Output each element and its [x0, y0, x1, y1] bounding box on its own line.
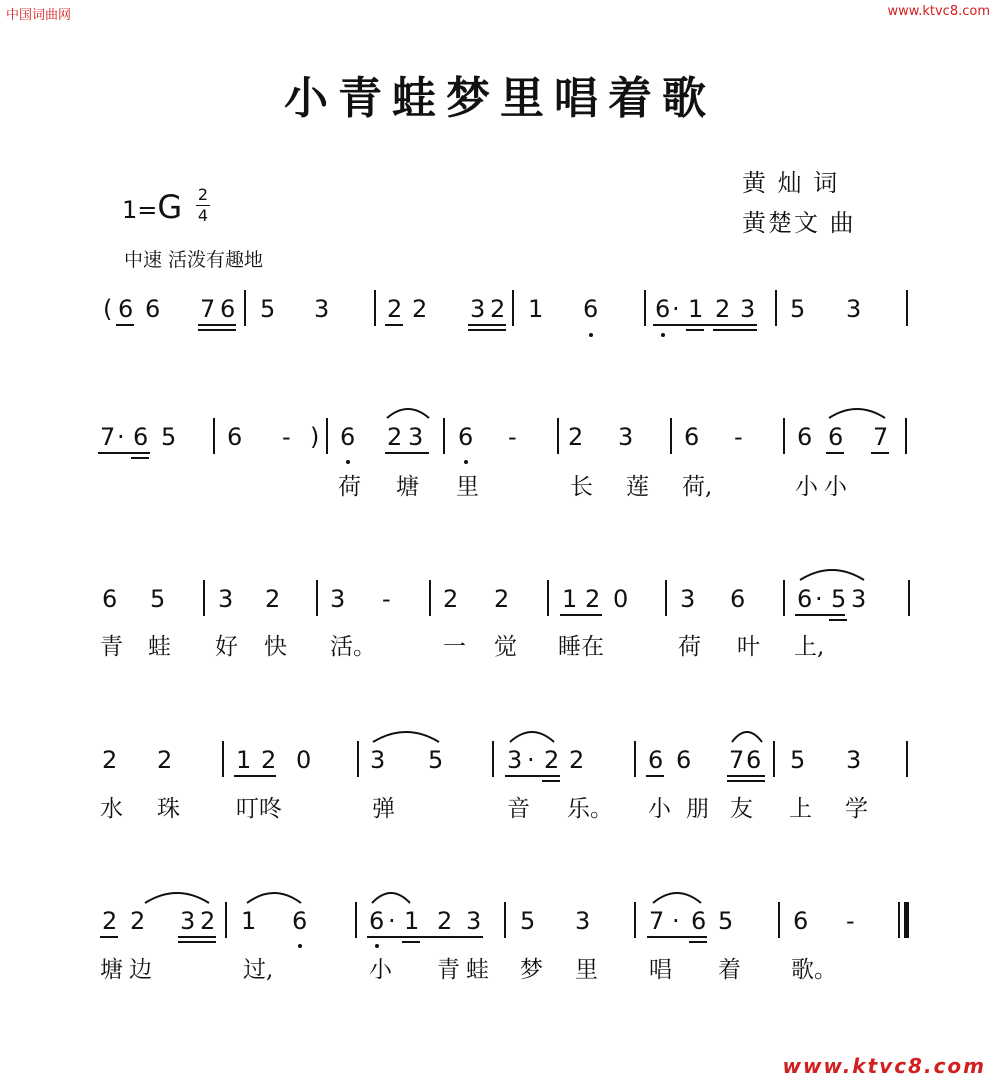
lyric: 小	[648, 796, 671, 822]
sixteenth-underline	[713, 329, 757, 331]
lyric: 弹	[372, 796, 395, 822]
note: 6	[797, 423, 813, 451]
note: 5	[150, 585, 166, 613]
eighth-underline	[98, 452, 150, 454]
note: 6	[648, 746, 664, 774]
bar-line	[504, 902, 506, 938]
note: 1	[562, 585, 578, 613]
bar-line	[357, 741, 359, 777]
bar-line	[492, 741, 494, 777]
note: 3	[466, 907, 482, 935]
lyric: 水	[100, 796, 123, 822]
note: 5	[790, 295, 806, 323]
note: 6	[458, 423, 474, 451]
final-bar-thin	[898, 902, 900, 938]
note: 1	[528, 295, 544, 323]
rest-dash: -	[846, 907, 855, 935]
low-octave-dot	[464, 460, 468, 464]
bar-line	[203, 580, 205, 616]
bar-line	[547, 580, 549, 616]
dot-augmentation: ·	[388, 907, 396, 935]
eighth-underline	[647, 936, 707, 938]
lyric: 蛙	[148, 634, 171, 660]
low-octave-dot	[346, 460, 350, 464]
note: 3	[330, 585, 346, 613]
note: 3	[218, 585, 234, 613]
dot-augmentation: ·	[815, 585, 823, 613]
note: 3	[618, 423, 634, 451]
lyric: 歌。	[791, 957, 837, 983]
note: 2	[544, 746, 560, 774]
lyric: 上	[789, 796, 812, 822]
note: 3	[180, 907, 196, 935]
note: 6	[292, 907, 308, 935]
eighth-underline	[116, 324, 134, 326]
bar-line	[670, 418, 672, 454]
note: 5	[718, 907, 734, 935]
lyric: 珠	[157, 796, 180, 822]
note: 2	[102, 907, 118, 935]
note: 2	[130, 907, 146, 935]
lyric: 塘	[396, 474, 419, 500]
note: 2	[569, 746, 585, 774]
bar-line	[908, 580, 910, 616]
note: 7	[649, 907, 665, 935]
lyric: 里	[575, 957, 598, 983]
note: 3	[575, 907, 591, 935]
note: 1	[236, 746, 252, 774]
bar-line	[244, 290, 246, 326]
composer-credit: 黄楚文 曲	[742, 209, 856, 237]
lyric: 觉	[494, 634, 517, 660]
note: 6	[828, 423, 844, 451]
note: 5	[260, 295, 276, 323]
bar-line	[316, 580, 318, 616]
lyric: 快	[264, 634, 287, 660]
eighth-underline	[178, 936, 216, 938]
sixteenth-underline	[178, 941, 216, 943]
note: 2	[261, 746, 277, 774]
note: 6	[655, 295, 671, 323]
lyric: 荷	[678, 634, 701, 660]
note: 0	[296, 746, 312, 774]
bar-line	[429, 580, 431, 616]
bar-line	[557, 418, 559, 454]
note: 2	[157, 746, 173, 774]
lyric: 长	[570, 474, 593, 500]
slur-arc	[369, 887, 413, 905]
rest-dash: -	[508, 423, 517, 451]
bar-line	[778, 902, 780, 938]
watermark-logo: www.ktvc8.com	[782, 1054, 986, 1078]
low-octave-dot	[661, 333, 665, 337]
lyric: 叮咚	[236, 796, 282, 822]
bar-line	[775, 290, 777, 326]
bar-line	[225, 902, 227, 938]
rest-dash: -	[382, 585, 391, 613]
lyric: 朋	[686, 796, 709, 822]
slur-arc	[507, 726, 557, 744]
site-name-left: 中国词曲网	[6, 8, 72, 23]
eighth-underline	[826, 452, 844, 454]
lyric: 睡在	[558, 634, 604, 660]
lyric: 莲	[626, 474, 649, 500]
note: 2	[437, 907, 453, 935]
song-title: 小青蛙梦里唱着歌	[284, 73, 716, 124]
rest-dash: -	[734, 423, 743, 451]
note: 3	[408, 423, 424, 451]
bar-line	[222, 741, 224, 777]
note: 2	[387, 423, 403, 451]
slur-arc	[142, 887, 212, 905]
note: 5	[790, 746, 806, 774]
lyric: 荷	[338, 474, 361, 500]
bar-line	[213, 418, 215, 454]
eighth-underline	[871, 452, 889, 454]
note: 6	[133, 423, 149, 451]
repeat-close-paren: )	[310, 423, 320, 451]
bar-line	[512, 290, 514, 326]
note: 2	[265, 585, 281, 613]
slur-arc	[797, 564, 867, 582]
note: 1	[241, 907, 257, 935]
note: 7	[729, 746, 745, 774]
note: 6	[797, 585, 813, 613]
rest-dash: -	[282, 423, 291, 451]
bar-line	[665, 580, 667, 616]
lyric: 叶	[737, 634, 760, 660]
lyric: 小	[824, 474, 847, 500]
note: 2	[102, 746, 118, 774]
note: 6	[793, 907, 809, 935]
sixteenth-underline	[131, 457, 149, 459]
note: 6	[340, 423, 356, 451]
tempo-marking: 中速 活泼有趣地	[124, 249, 264, 271]
note: 3	[470, 295, 486, 323]
lyric: 青	[100, 634, 123, 660]
note: 6	[118, 295, 134, 323]
note: 1	[404, 907, 420, 935]
lyric: 小	[795, 474, 818, 500]
sixteenth-underline	[468, 329, 506, 331]
slur-arc	[370, 726, 442, 744]
note: 6	[102, 585, 118, 613]
eighth-underline	[367, 936, 483, 938]
note: 6	[676, 746, 692, 774]
note: 2	[585, 585, 601, 613]
eighth-underline	[505, 775, 560, 777]
bar-line	[443, 418, 445, 454]
key-prefix: 1	[122, 196, 138, 224]
lyric: 友	[730, 796, 753, 822]
note: 6	[369, 907, 385, 935]
note: 7	[100, 423, 116, 451]
eighth-underline	[795, 614, 845, 616]
lyric: 一	[443, 634, 466, 660]
lyric: 音	[507, 796, 530, 822]
note: 7	[200, 295, 216, 323]
bar-line	[644, 290, 646, 326]
note: 3	[851, 585, 867, 613]
lyric: 好	[215, 634, 238, 660]
key-note: G	[157, 188, 183, 226]
note: 3	[314, 295, 330, 323]
note: 3	[507, 746, 523, 774]
note: 2	[494, 585, 510, 613]
lyric: 着	[718, 957, 741, 983]
dot-augmentation: ·	[672, 907, 680, 935]
slur-arc	[650, 887, 704, 905]
note: 6	[227, 423, 243, 451]
low-octave-dot	[298, 944, 302, 948]
lyric: 边	[129, 957, 152, 983]
note: 6	[145, 295, 161, 323]
time-sig-beats: 2	[197, 185, 209, 204]
note: 2	[412, 295, 428, 323]
lyric: 唱	[649, 957, 672, 983]
lyric: 学	[845, 796, 868, 822]
note: 6	[730, 585, 746, 613]
sixteenth-underline	[727, 780, 765, 782]
eighth-underline	[560, 614, 602, 616]
note: 3	[846, 746, 862, 774]
bar-line	[783, 580, 785, 616]
sixteenth-underline	[829, 619, 847, 621]
note: 3	[680, 585, 696, 613]
note: 6	[746, 746, 762, 774]
bar-line	[783, 418, 785, 454]
time-sig-unit: 4	[197, 206, 209, 225]
slur-arc	[244, 887, 304, 905]
lyric: 梦	[520, 957, 543, 983]
note: 1	[688, 295, 704, 323]
slur-arc	[729, 726, 765, 744]
lyric: 青	[437, 957, 460, 983]
site-url-right[interactable]: www.ktvc8.com	[887, 4, 990, 19]
slur-arc	[826, 404, 888, 420]
note: 2	[200, 907, 216, 935]
note: 5	[831, 585, 847, 613]
key-equals: =	[137, 196, 158, 224]
lyric: 活。	[330, 634, 376, 660]
eighth-underline	[198, 324, 236, 326]
lyric: 过,	[243, 957, 274, 983]
sixteenth-underline	[689, 941, 707, 943]
eighth-underline	[468, 324, 506, 326]
note: 2	[490, 295, 506, 323]
note: 2	[443, 585, 459, 613]
lyric: 塘	[100, 957, 123, 983]
note: 6	[684, 423, 700, 451]
bar-line	[906, 741, 908, 777]
low-octave-dot	[375, 944, 379, 948]
note: 2	[568, 423, 584, 451]
sixteenth-underline	[542, 780, 560, 782]
bar-line	[634, 741, 636, 777]
lyric: 上,	[794, 634, 825, 660]
bar-line	[355, 902, 357, 938]
eighth-underline	[100, 936, 118, 938]
bar-line	[905, 418, 907, 454]
dot-augmentation: ·	[672, 295, 680, 323]
sixteenth-underline	[198, 329, 236, 331]
bar-line	[326, 418, 328, 454]
note: 6	[583, 295, 599, 323]
note: 7	[873, 423, 889, 451]
eighth-underline	[727, 775, 765, 777]
lyric: 里	[456, 474, 479, 500]
dot-augmentation: ·	[527, 746, 535, 774]
bar-line	[773, 741, 775, 777]
note: 2	[715, 295, 731, 323]
slur-arc	[384, 404, 432, 420]
sixteenth-underline	[402, 941, 420, 943]
note: 5	[161, 423, 177, 451]
bar-line	[374, 290, 376, 326]
note: 0	[613, 585, 629, 613]
note: 3	[846, 295, 862, 323]
repeat-open-paren: (	[103, 295, 113, 323]
time-signature	[196, 186, 210, 225]
note: 5	[520, 907, 536, 935]
lyricist-credit: 黄 灿 词	[742, 169, 840, 197]
low-octave-dot	[589, 333, 593, 337]
eighth-underline	[385, 324, 403, 326]
eighth-underline	[653, 324, 757, 326]
lyric: 乐。	[567, 796, 613, 822]
eighth-underline	[385, 452, 429, 454]
note: 5	[428, 746, 444, 774]
final-bar-thick	[904, 902, 909, 938]
lyric: 小	[369, 957, 392, 983]
dot-augmentation: ·	[117, 423, 125, 451]
note: 3	[370, 746, 386, 774]
eighth-underline	[646, 775, 664, 777]
eighth-underline	[234, 775, 276, 777]
note: 6	[691, 907, 707, 935]
lyric: 蛙	[466, 957, 489, 983]
lyric: 荷,	[682, 474, 713, 500]
bar-line	[634, 902, 636, 938]
note: 3	[740, 295, 756, 323]
bar-line	[906, 290, 908, 326]
sixteenth-underline	[686, 329, 704, 331]
key-signature	[122, 188, 182, 226]
note: 6	[220, 295, 236, 323]
note: 2	[387, 295, 403, 323]
